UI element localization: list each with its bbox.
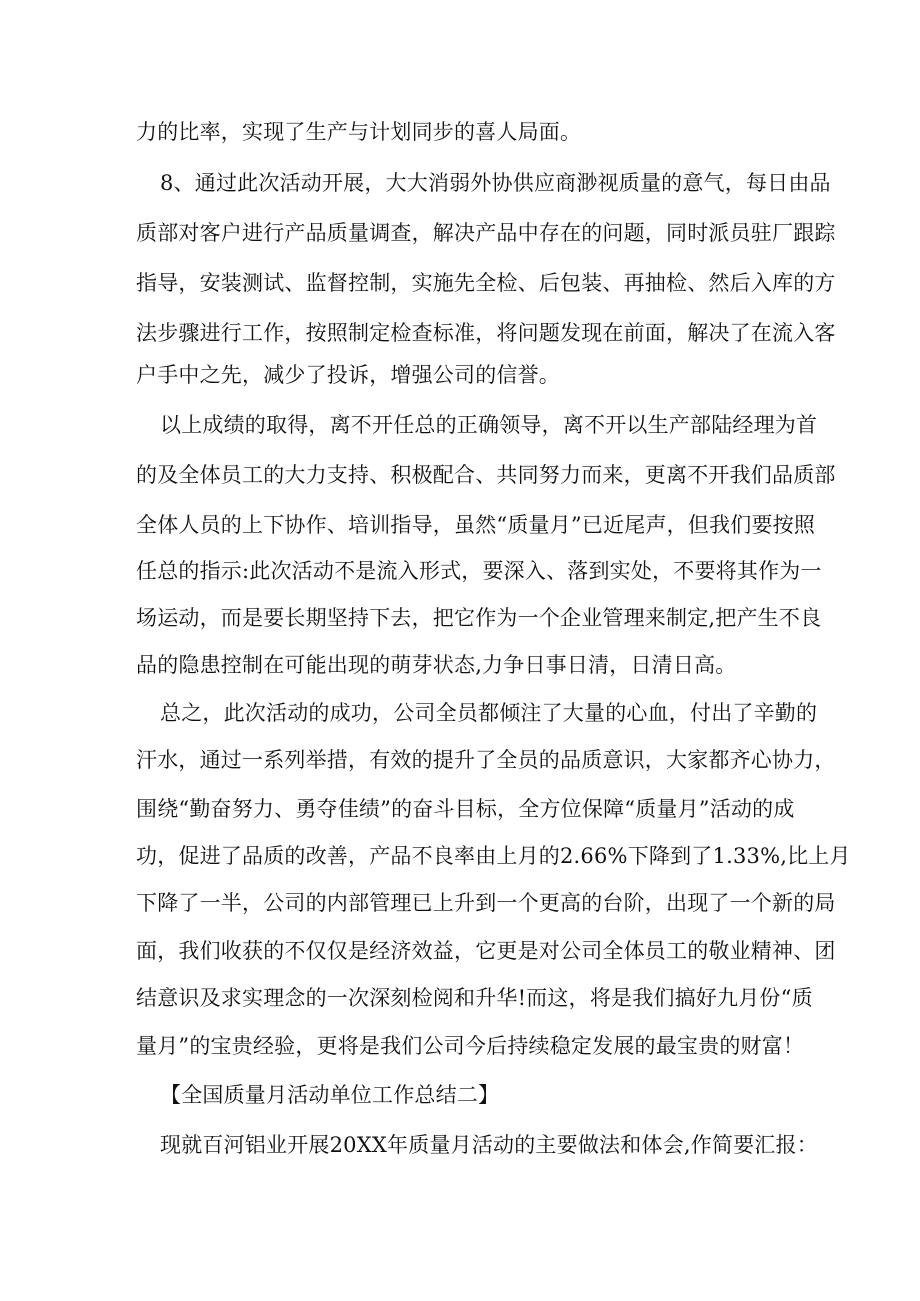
text-line: 户手中之先，减少了投诉，增强公司的信誉。	[136, 363, 560, 387]
text-line: 功，促进了品质的改善，产品不良率由上月的2.66%下降到了1.33%,比上月	[136, 844, 851, 868]
text-line: 下降了一半，公司的内部管理已上升到一个更高的台阶，出现了一个新的局	[136, 891, 836, 915]
text-line: 全体人员的上下协作、培训指导，虽然“质量月”已近尾声，但我们要按照	[136, 513, 816, 537]
text-line: 围绕“勤奋努力、勇夺佳绩”的奋斗目标，全方位保障“质量月”活动的成	[136, 797, 795, 821]
text-line: 量月”的宝贵经验，更将是我们公司今后持续稳定发展的最宝贵的财富！	[136, 1034, 805, 1058]
text-line: 汗水，通过一系列举措，有效的提升了全员的品质意识，大家都齐心协力，	[136, 748, 836, 772]
paragraph-first-line: 以上成绩的取得，离不开任总的正确领导，离不开以生产部陆经理为首	[160, 413, 818, 437]
paragraph-first-line: 总之，此次活动的成功，公司全员都倾注了大量的心血，付出了辛勤的	[160, 701, 818, 725]
paragraph-first-line: 现就百河铝业开展20XX年质量月活动的主要做法和体会,作简要汇报：	[160, 1133, 818, 1157]
text-line: 面，我们收获的不仅仅是经济效益，它更是对公司全体员工的敬业精神、团	[136, 939, 836, 963]
text-line: 场运动，而是要长期坚持下去，把它作为一个企业管理来制定,把产生不良	[136, 606, 822, 630]
text-line: 任总的指示:此次活动不是流入形式，要深入、落到实处，不要将其作为一	[136, 559, 822, 583]
text-line: 质部对客户进行产品质量调查，解决产品中存在的问题，同时派员驻厂跟踪	[136, 221, 836, 245]
section-heading: 【全国质量月活动单位工作总结二】	[160, 1083, 500, 1107]
text-line: 力的比率，实现了生产与计划同步的喜人局面。	[136, 120, 582, 144]
paragraph-first-line: 8、通过此次活动开展，大大消弱外协供应商渺视质量的意气，每日由品	[160, 171, 831, 195]
text-line: 品的隐患控制在可能出现的萌芽状态,力争日事日清，日清日高。	[136, 653, 737, 677]
text-line: 法步骤进行工作，按照制定检查标准，将问题发现在前面，解决了在流入客	[136, 321, 836, 345]
text-line: 的及全体员工的大力支持、积极配合、共同努力而来，更离不开我们品质部	[136, 463, 836, 487]
text-line: 结意识及求实理念的一次深刻检阅和升华!而这，将是我们搞好九月份“质	[136, 986, 813, 1010]
text-line: 指导，安装测试、监督控制，实施先全检、后包装、再抽检、然后入库的方	[136, 271, 836, 295]
